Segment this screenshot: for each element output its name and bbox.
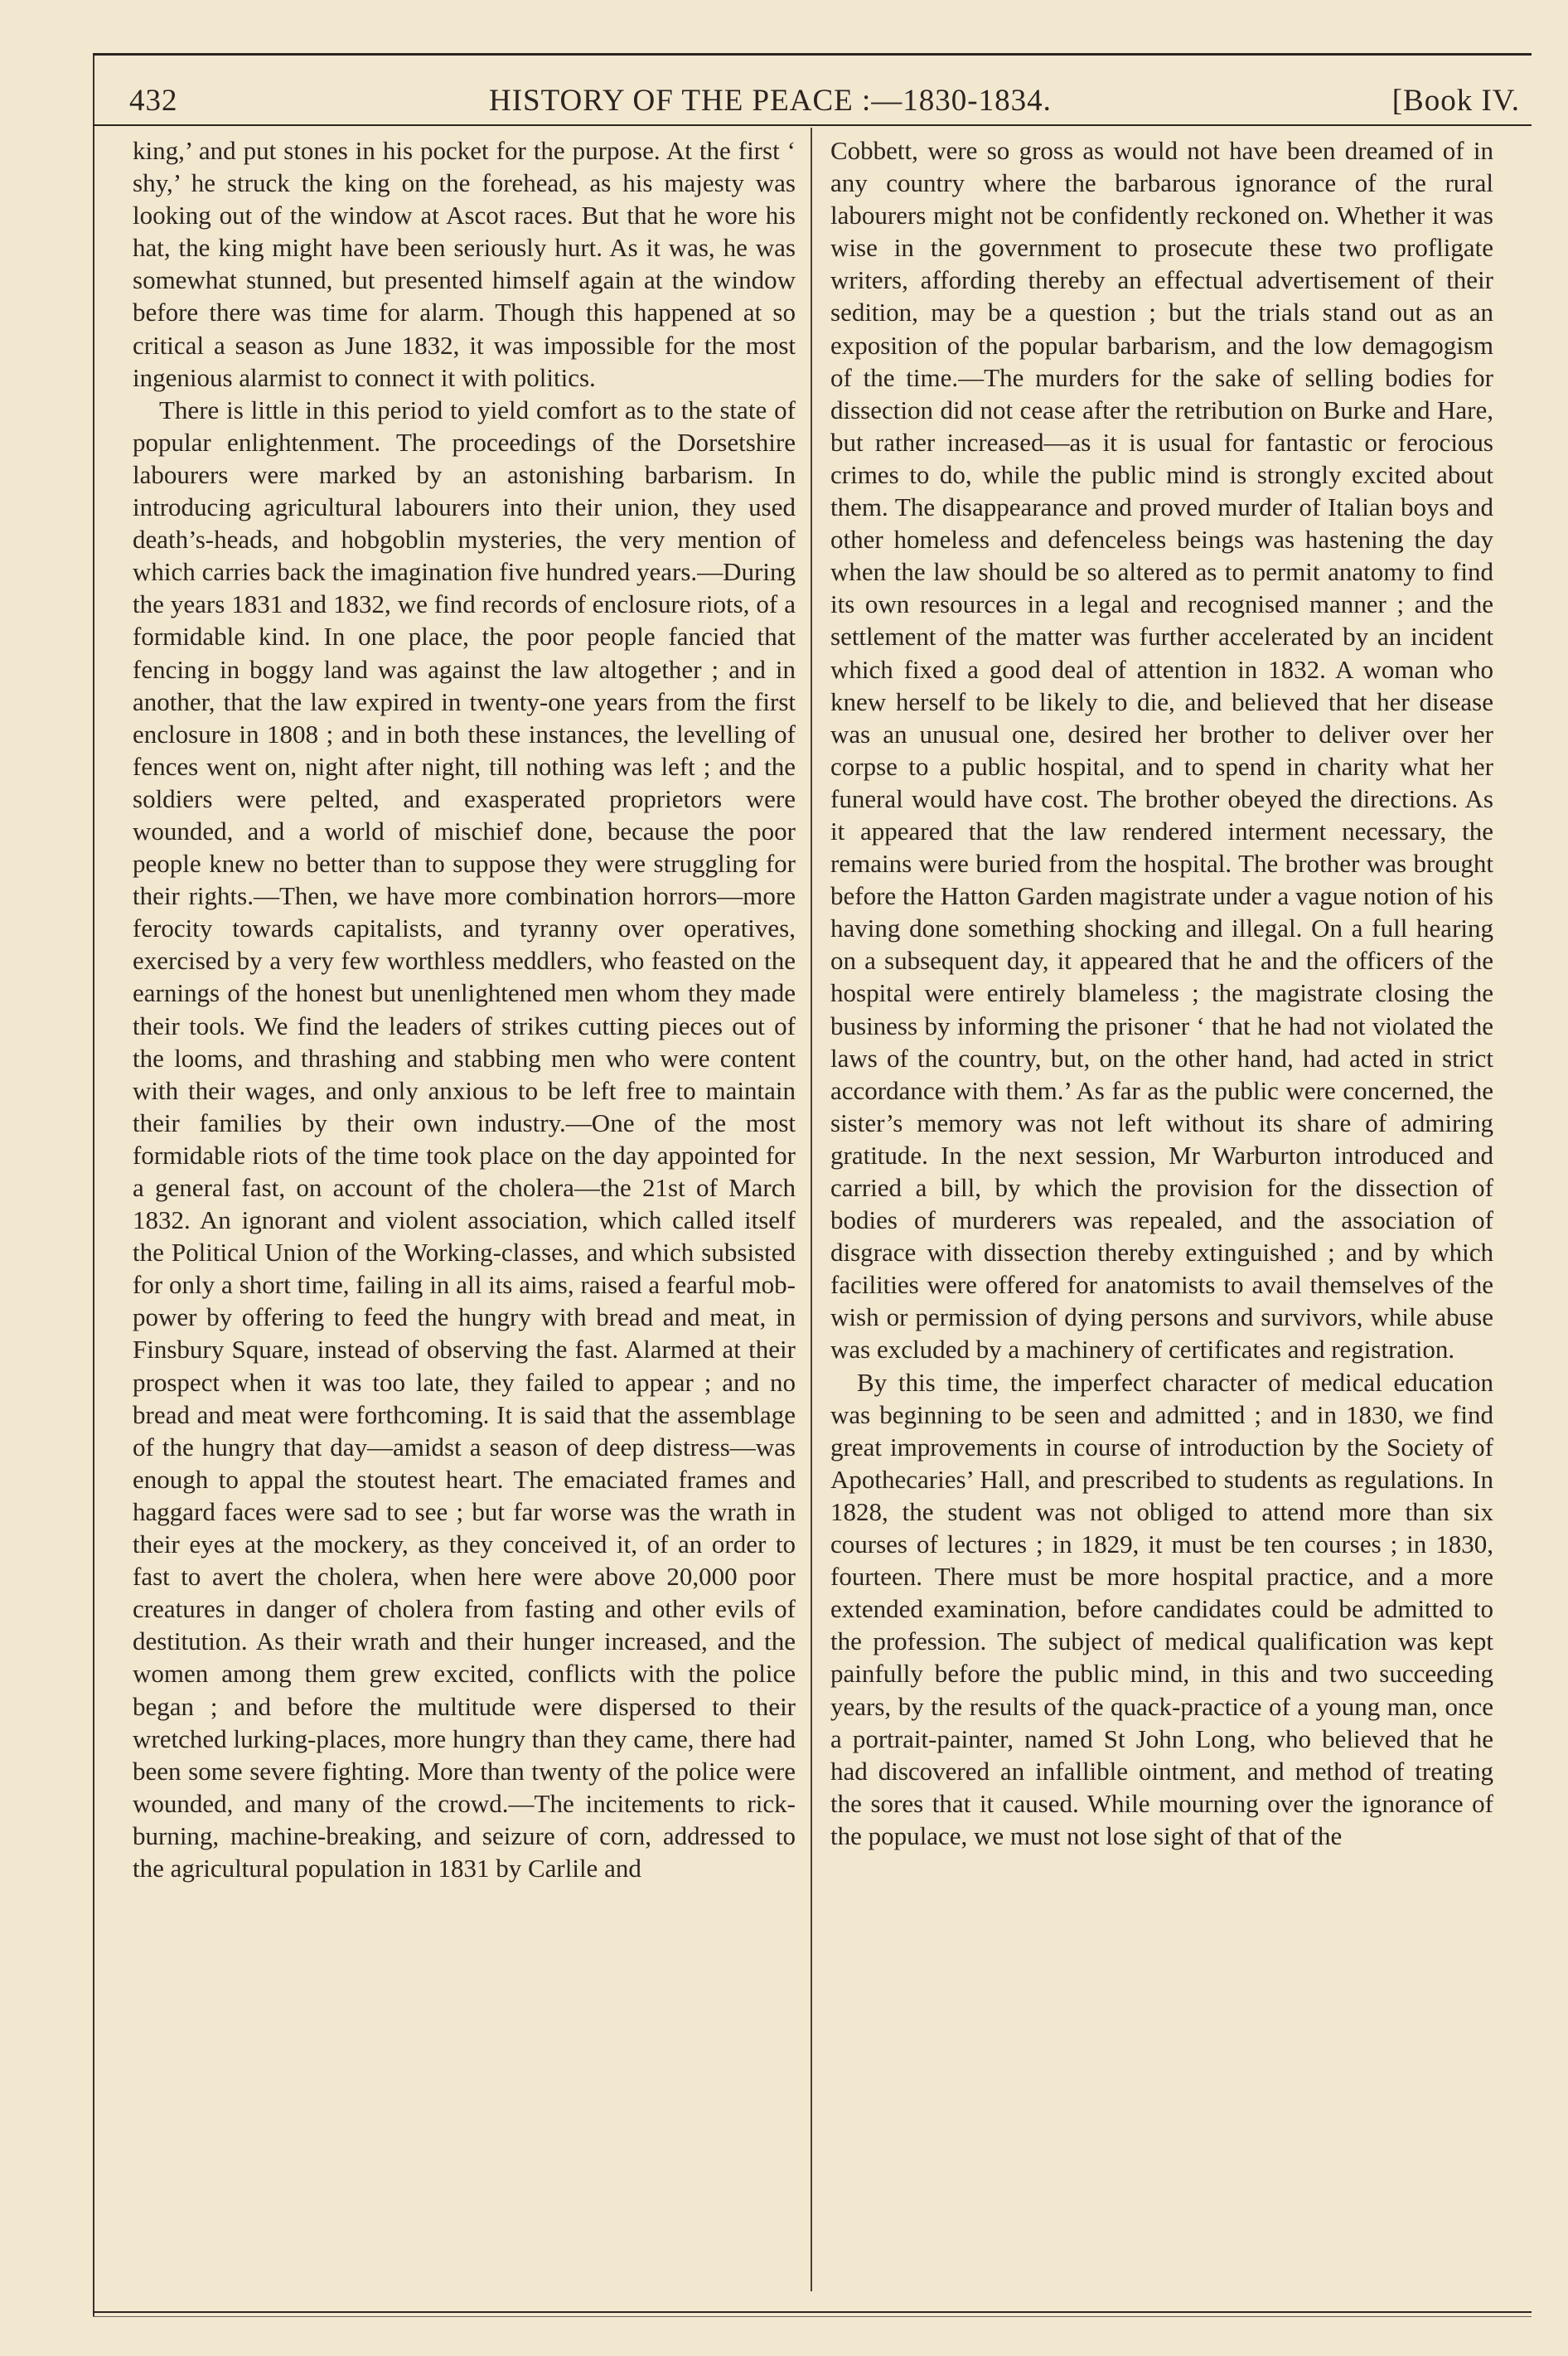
left-column (133, 134, 796, 1884)
paragraph: By this time, the imperfect character of medical education was beginning to be seen and admitted ; and in 1830, we find great improvements in course of introduction by the Society of Apothecaries’ Hall, and prescribed to students as regulations. In 1828, the student was not obliged to attend more than six courses of lectures ; in 1829, it must be ten courses ; in 1830, fourteen. There must be more hospital practice, and a more extended examination, before candidates could be admitted to the profession. The subject of medical qualification was kept painfully before the public mind, in this and two succeeding years, by the results of the quack-practice of a young man, once a portrait-painter, named St John Long, who believed that he had discovered an infallible ointment, and method of treating the sores that it caused. While mourning over the ignorance of the populace, we must not lose sight of that of the (830, 1367, 1493, 1850)
top-rule (93, 53, 1532, 56)
paragraph: Cobbett, were so gross as would not have been dreamed of in any country where the barbarous ignorance of the rural labourers might not be confidently reckoned on. Whether it was wise in the government to prosecute these two profligate writers, affording thereby an effectual advertisement of their sedition, may be a question ; but the trials stand out as an exposition of the popular barbarism, and the low demagogism of the time.—The murders for the sake of selling bodies for dissection did not cease after the retribution on Burke and Hare, but rather increased—as it is usual for fantastic or ferocious crimes to do, while the public mind is strongly excited about them. The disappearance and proved murder of Italian boys and other homeless and defenceless beings was hastening the day when the law should be so altered as to permit anatomy to find its own resources in a legal and recognised manner ; and the settlement of the matter was further accelerated by an incident which fixed a good deal of attention in 1832. A woman who knew herself to be likely to die, and believed that her disease was an unusual one, desired her brother to deliver over her corpse to a public hospital, and to spend in charity what her funeral would have cost. The brother obeyed the directions. As it appeared that the law rendered interment necessary, the remains were buried from the hospital. The brother was brought before the Hatton Garden magistrate under a vague notion of his having done something shocking and illegal. On a full hearing on a subsequent day, it appeared that he and the officers of the hospital were entirely blameless ; the magistrate closing the business by informing the prisoner ‘ that he had not violated the laws of the country, but, on the other hand, had acted in strict accordance with them.’ As far as the public were concerned, the sister’s memory was not left without its share of admiring gratitude. In the next session, Mr Warburton introduced and carried a bill, by which the provision for the dissection of bodies of murderers was repealed, and the association of disgrace with dissection thereby extinguished ; and by which facilities were offered for anatomists to avail themselves of the wish or permission of dying persons and survivors, while abuse was excluded by a machinery of certificates and registration. (830, 136, 1493, 1365)
running-title: HISTORY OF THE PEACE :—1830-1834. (489, 84, 1052, 118)
paragraph: king,’ and put stones in his pocket for the purpose. At the first ‘ shy,’ he struck the king on the forehead, as his majesty was looking out of the window at Ascot races. But that he wore his hat, the king might have been seriously hurt. As it was, he was somewhat stunned, but presented himself again at the window before there was time for alarm. Though this happened at so critical a season as June 1832, it was impossible for the most ingenious alarmist to connect it with politics. (133, 136, 796, 392)
bottom-rule (93, 2311, 1532, 2313)
right-column (830, 134, 1493, 1852)
page-header (124, 76, 1525, 126)
paragraph: There is little in this period to yield comfort as to the state of popular enlightenment. The proceedings of the Dorsetshire labourers were marked by an astonishing barbarism. In introducing agricultural labourers into their union, they used death’s-heads, and hobgoblin mysteries, the very mention of which carries back the imagination five hundred years.—During the years 1831 and 1832, we find records of enclosure riots, of a formidable kind. In one place, the poor people fancied that fencing in boggy land was against the law altogether ; and in another, that the law expired in twenty-one years from the first enclosure in 1808 ; and in both these instances, the levelling of fences went on, night after night, till nothing was left ; and the soldiers were pelted, and exasperated proprietors were wounded, and a world of mischief done, because the poor people knew no better than to suppose they were struggling for their rights.—Then, we have more combination horrors—more ferocity towards capitalists, and tyranny over operatives, exercised by a very few worthless meddlers, who feasted on the earnings of the honest but unenlightened men whom they made their tools. We find the leaders of strikes cutting pieces out of the looms, and thrashing and stabbing men who were content with their wages, and only anxious to be left free to maintain their families by their own industry.—One of the most formidable riots of the time took place on the day appointed for a general fast, on account of the cholera—the 21st of March 1832. An ignorant and violent association, which called itself the Political Union of the Working-classes, and which subsisted for only a short time, failing in all its aims, raised a fearful mob-power by offering to feed the hungry with bread and meat, in Finsbury Square, instead of observing the fast. Alarmed at their prospect when it was too late, they failed to appear ; and no bread and meat were forthcoming. It is said that the assemblage of the hungry that day—amidst a season of deep distress—was enough to appal the stoutest heart. The emaciated frames and haggard faces were sad to see ; but far worse was the wrath in their eyes at the mockery, as they conceived it, of an order to fast to avert the cholera, when here were above 20,000 poor creatures in danger of cholera from fasting and other evils of destitution. As their wrath and their hunger increased, and the women among them grew excited, conflicts with the police began ; and before the multitude were dispersed to their wretched lurking-places, more hungry than they came, there had been some severe fighting. More than twenty of the police were wounded, and many of the crowd.—The incitements to rick-burning, machine-breaking, and seizure of corn, addressed to the agricultural population in 1831 by Carlile and (133, 395, 796, 1883)
column-divider (811, 128, 812, 2291)
header-rule (93, 124, 1532, 126)
page-number: 432 (129, 84, 178, 118)
bottom-rule-thin (93, 2316, 1532, 2317)
book-label: [Book IV. (1391, 84, 1520, 118)
